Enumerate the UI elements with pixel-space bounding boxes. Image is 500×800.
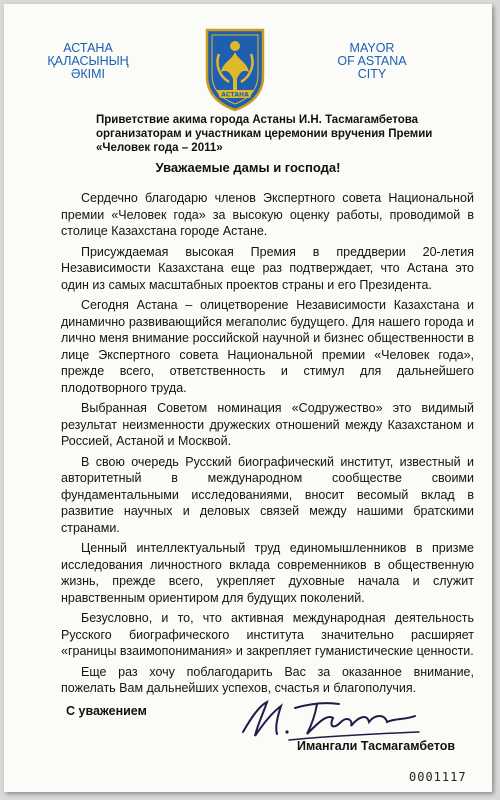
greeting: Уважаемые дамы и господа! [155,160,341,175]
emblem-label: АСТАНА [221,91,249,99]
astana-emblem [199,24,271,112]
letter-intro: Приветствие акима города Астаны И.Н. Тасмагамбетова организаторам и участникам церемонии вручения Премии «Человек года – 2011» [96,114,433,154]
paragraph: Выбранная Советом номинация «Содружество» это видимый результат неизменности дружеских отношений между Казахстаном и Россией, Астаной и Москвой. [61,401,474,448]
org-line: АСТАНА [63,41,113,55]
letter-sheet [4,4,492,792]
org-name-english [317,42,427,81]
org-line: ҚАЛАСЫНЫҢ [47,54,129,68]
org-name-kazakh [38,42,138,81]
org-line: OF ASTANA [337,54,407,68]
paragraph: Безусловно, и то, что активная международная деятельность Русского биографического института значительно расширяет «границы взаимопонимания» и закрепляет гуманистические ценности. [61,611,474,658]
paragraph: Ценный интеллектуальный труд единомышленников в призме исследования личностного вклада современников в общественную жизнь, прежде всего, укрепляет духовные начала и служит нравственным ориентиром для будущих поколений. [61,541,474,605]
org-line: ӘКІМІ [70,67,106,81]
handwritten-signature [229,692,429,744]
org-line: CITY [357,67,387,81]
paragraph: Еще раз хочу поблагодарить Вас за оказанное внимание, пожелать Вам дальнейших успехов, счастья и благополучия. [61,664,474,695]
org-line: MAYOR [349,41,395,55]
signer-name: Имангали Тасмагамбетов [297,739,456,753]
paragraph: Присуждаемая высокая Премия в преддверии 20-летия Независимости Казахстана еще раз подтверждает, что Астана это один из самых масштабных проектов страны и его Президента. [61,244,474,292]
closing-phrase: С уважением [66,704,147,718]
paragraph: Сегодня Астана – олицетворение Независимости Казахстана и динамично развивающийся мегаполис будущего. Для нашего города и лично меня внимание российской научной и бизнес общественности в лице Экспертного совета Национальной премии «Человек года», прежде всего, ответственность и стимул для дальнейшего плодотворного труда. [61,298,474,395]
document-number: 0001117 [409,770,467,784]
paragraph: Сердечно благодарю членов Экспертного совета Национальной премии «Человек года» за высокую оценку работы, проводимой в столице Казахстана городе Астане. [61,191,474,238]
letter-body [61,190,474,701]
paragraph: В свою очередь Русский биографический институт, известный и авторитетный в международном сообществе своими фундаментальными исследованиями, вносит весомый вклад в развитие научных и деловых связей между нашими братскими странами. [61,454,474,535]
